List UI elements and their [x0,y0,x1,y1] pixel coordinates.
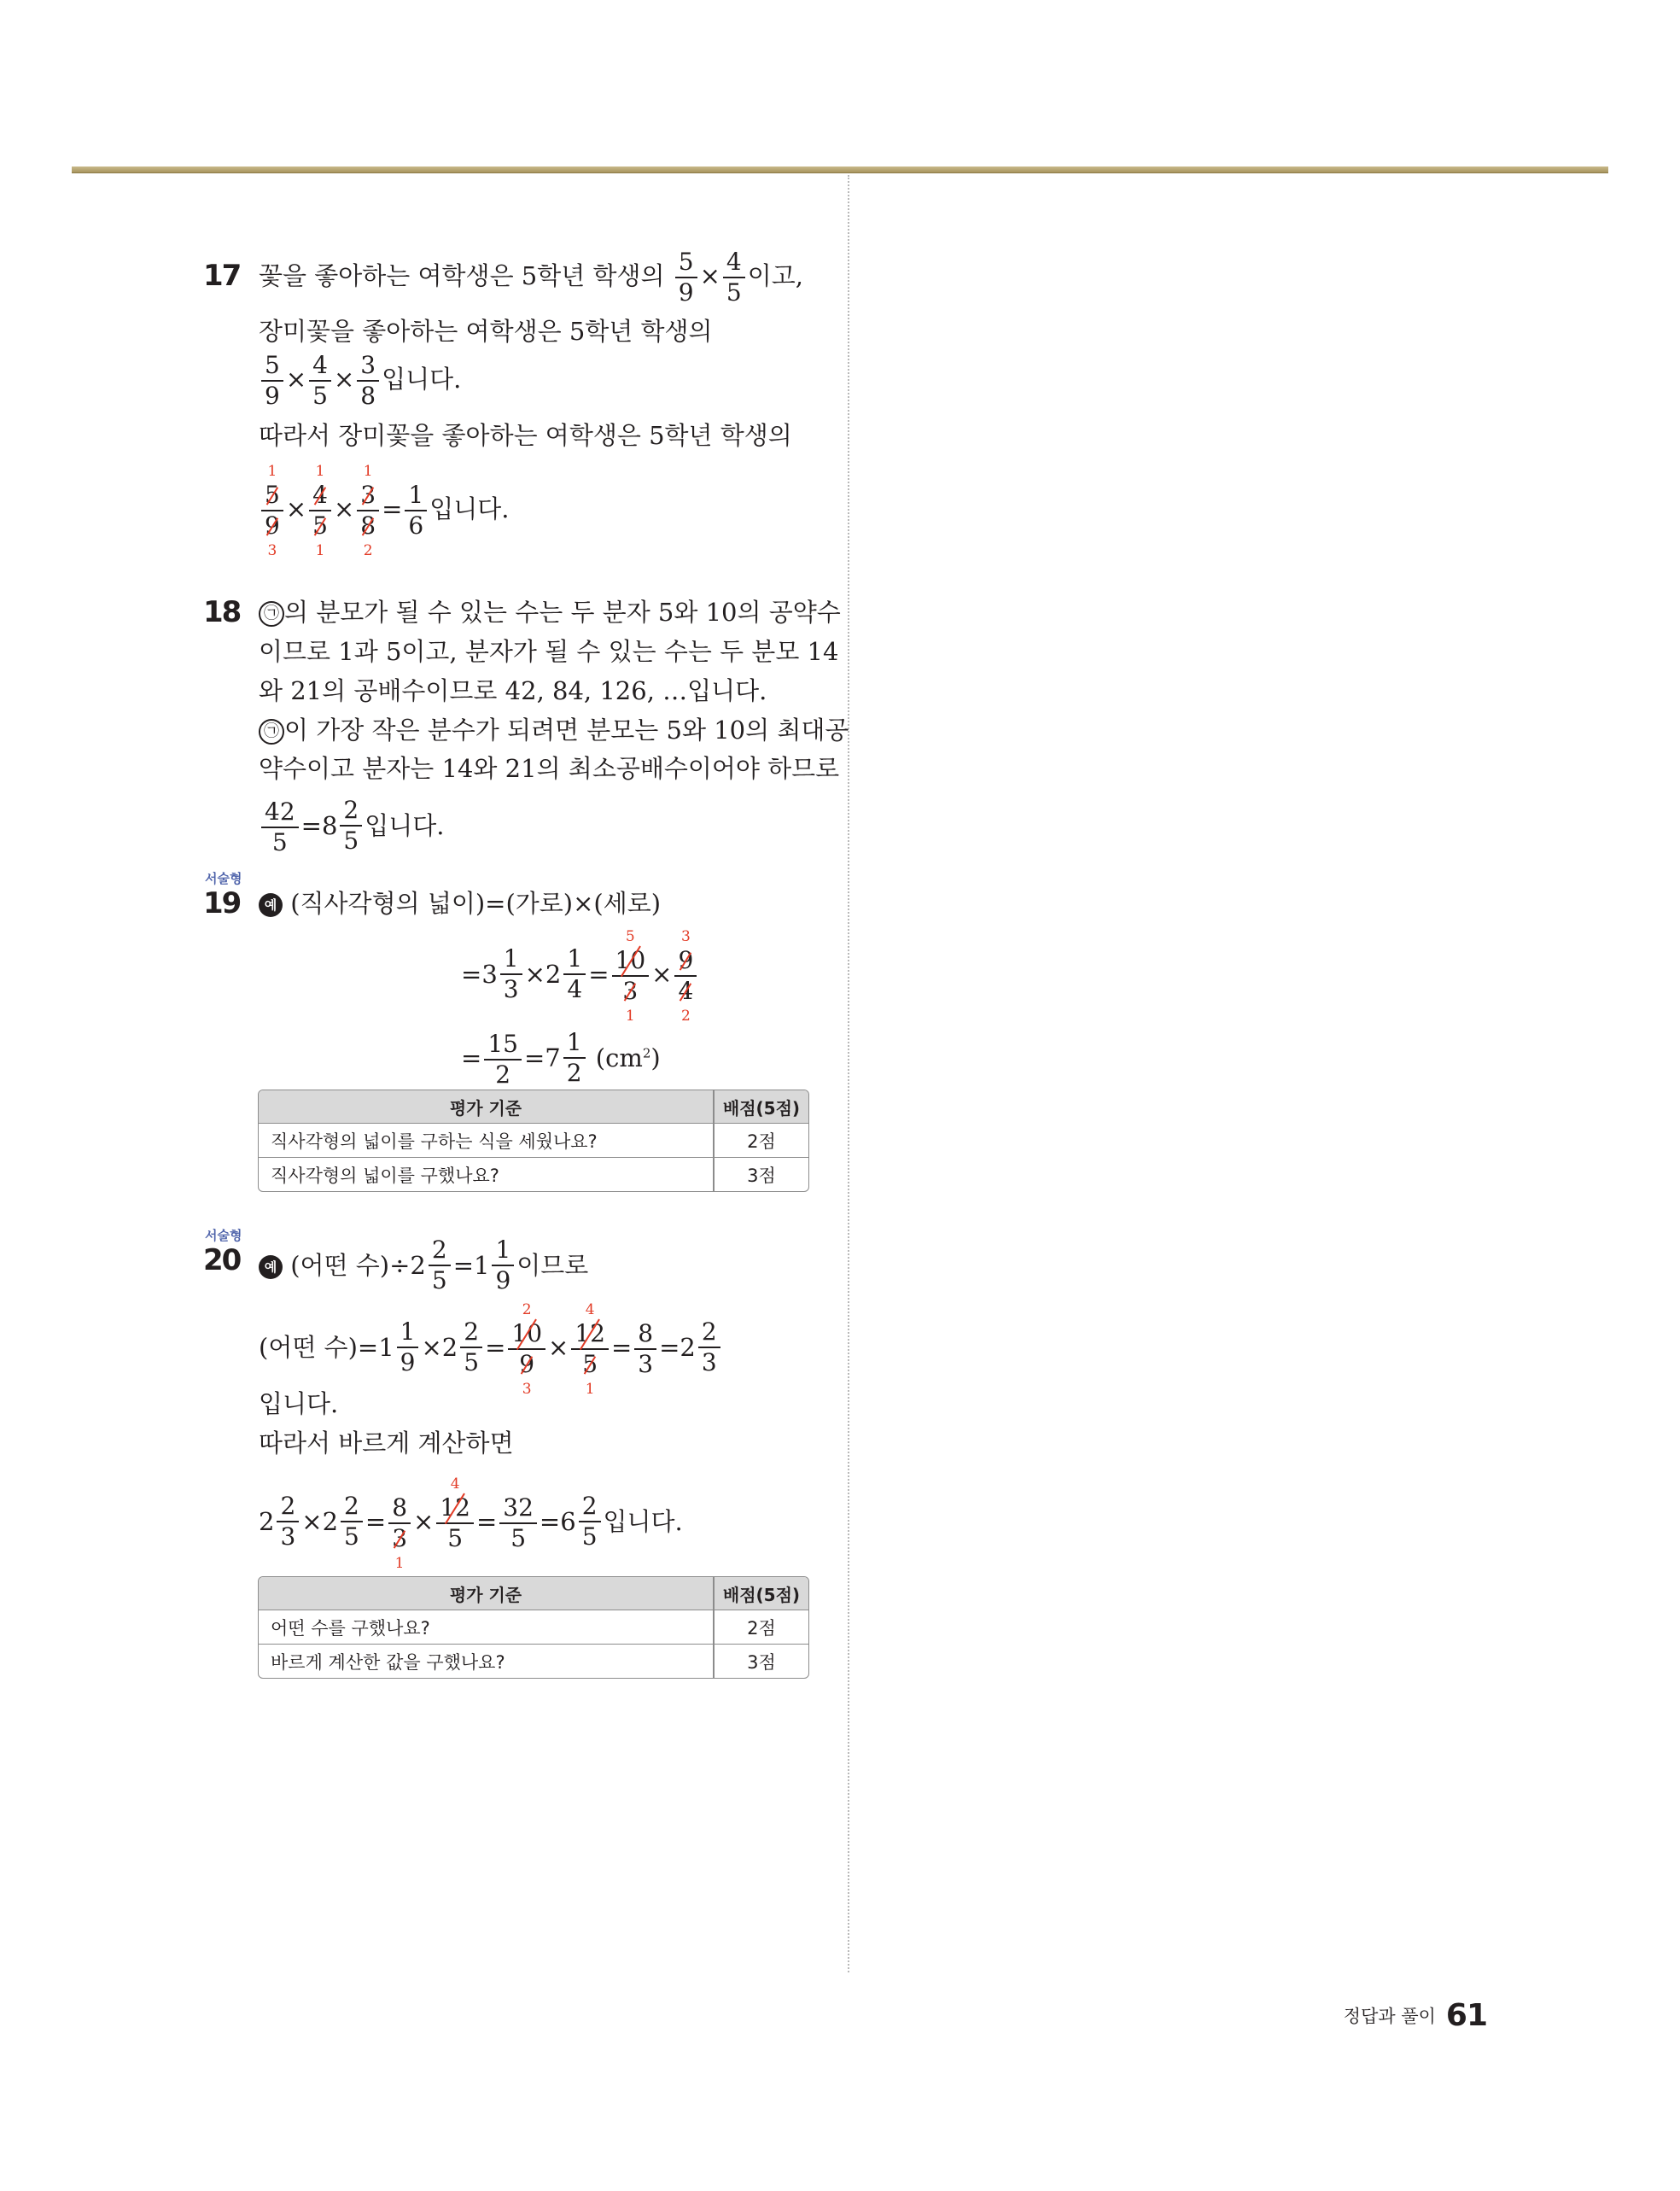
criteria-header: 평가 기준 [259,1577,713,1610]
table-row [259,1157,808,1191]
fraction: $\frac{5}{9}$ [675,250,697,305]
score-cell: 3점 [713,1644,808,1678]
question-number-19: 19 [203,886,241,920]
q18-line-6: $\frac{42}{5}$ = 8 $\frac{2}{5}$ 입니다. [259,798,445,855]
question-number-17: 17 [203,259,241,293]
q19-line-2: = 3 $\frac{1}{3}$ × 2 $\frac{1}{4}$ = 10 5 3 1 × 9 3 4 2 [461,947,699,1003]
fraction-cancelled: 5 1 9 3 [261,483,283,538]
q17-line-2: 장미꽃을 좋아하는 여학생은 5학년 학생의 [259,317,713,346]
mixed-number: 2 $\frac{2}{3}$ [680,1320,722,1375]
footer-label: 정답과 풀이 [1343,2006,1436,2027]
score-cell: 3점 [713,1157,808,1191]
fraction-cancelled: 8 3 1 [388,1496,411,1551]
criteria-cell: 직사각형의 넓이를 구했나요? [259,1157,713,1191]
mixed-number: 2 $\frac{2}{5}$ [442,1320,485,1375]
q17-line-5: 5 1 9 3 × 4 1 5 1 × 3 1 8 2 = $\frac{1}{6}$ 입니다. [259,483,510,538]
fraction: $\frac{8}{3}$ [634,1322,656,1376]
header-rule [72,167,1608,173]
table-row [259,1644,808,1678]
fraction-cancelled: 12 4 5 1 [571,1322,609,1376]
q20-line-1: 예 (어떤 수)÷ 2 $\frac{2}{5}$ = 1 $\frac{1}{9}$ 이므로 [259,1238,588,1293]
circled-giyeok: ㉠ [259,601,284,627]
q17-line-1: 꽃을 좋아하는 여학생은 5학년 학생의 $\frac{5}{9}$ × $\frac{4}{5}$ 이고, [259,248,803,307]
q17-text-3-end: 입니다. [382,365,462,394]
q19-line-3: = $\frac{15}{2}$ = 7 $\frac{1}{2}$ $(cm^2)$ [461,1028,661,1089]
q17-text-1: 꽃을 좋아하는 여학생은 5학년 학생의 [259,261,665,290]
table-row [259,1123,808,1157]
score-cell: 2점 [713,1123,808,1157]
fraction: $\frac{15}{2}$ [484,1032,522,1087]
table-row [259,1610,808,1644]
fraction: $\frac{4}{5}$ [723,250,745,305]
q17-text-5-end: 입니다. [429,494,510,523]
q17-line-4: 따라서 장미꽃을 좋아하는 여학생은 5학년 학생의 [259,421,792,450]
q20-line-4: 따라서 바르게 계산하면 [259,1429,514,1458]
criteria-cell: 직사각형의 넓이를 구하는 식을 세웠나요? [259,1123,713,1157]
criteria-table-19 [258,1090,809,1192]
example-badge: 예 [259,893,283,917]
unit: $(cm^2)$ [595,1043,661,1072]
criteria-cell: 어떤 수를 구했나요? [259,1610,713,1644]
question-number-18: 18 [203,595,241,629]
mixed-number: 7 $\frac{1}{2}$ [545,1031,587,1085]
mixed-number: 2 $\frac{2}{5}$ [323,1494,365,1549]
q20-line-3: 입니다. [259,1389,339,1418]
criteria-header: 평가 기준 [259,1090,713,1123]
fraction: $\frac{1}{6}$ [405,483,427,538]
q18-line-3: 와 21의 공배수이므로 42, 84, 126, …입니다. [259,676,767,705]
mixed-number: 1 $\frac{1}{9}$ [474,1238,516,1293]
q17-line-3: $\frac{5}{9}$ × $\frac{4}{5}$ × $\frac{3}{8}$ 입니다. [259,353,461,408]
score-header: 배점(5점) [713,1090,808,1123]
q18-line-1: ㉠ 의 분모가 될 수 있는 수는 두 분자 5와 10의 공약수 [259,595,841,629]
q18-line-5: 약수이고 분자는 14와 21의 최소공배수이어야 하므로 [259,754,840,783]
q20-line-5: 2 $\frac{2}{3}$ × 2 $\frac{2}{5}$ = 8 3 1 × 12 4 5 = $\frac{32}{5}$ = 6 $\frac{2}{5}$ 입니다. [259,1475,683,1572]
q17-text-1-end: 이고, [747,261,803,290]
circled-giyeok: ㉠ [259,719,284,745]
q20-line-2: (어떤 수)= 1 $\frac{1}{9}$ × 2 $\frac{2}{5}$ = 10 2 9 3 × 12 4 5 1 = $\frac{8}{3}$ = 2 $\frac{2}{3}$ [259,1320,723,1376]
mixed-number: 6 $\frac{2}{5}$ [560,1494,603,1549]
score-cell: 2점 [713,1610,808,1644]
mixed-number: 2 $\frac{2}{3}$ [259,1494,301,1549]
fraction-cancelled: 10 2 9 3 [508,1322,545,1376]
criteria-table-20 [258,1576,809,1679]
q18-line-2: 이므로 1과 5이고, 분자가 될 수 있는 수는 두 분모 14 [259,637,839,666]
fraction-cancelled: 4 1 5 1 [309,483,331,538]
fraction: $\frac{4}{5}$ [309,353,331,408]
mixed-number: 2 $\frac{2}{5}$ [410,1238,452,1293]
fraction-cancelled: 12 4 5 [436,1496,474,1551]
mixed-number: 1 $\frac{1}{9}$ [378,1320,421,1375]
score-header: 배점(5점) [713,1577,808,1610]
page-number: 61 [1445,1998,1487,2033]
column-divider [848,175,849,1972]
fraction: $\frac{42}{5}$ [261,800,299,855]
fraction: $\frac{3}{8}$ [357,353,379,408]
q19-line-1: 예 (직사각형의 넓이)=(가로)×(세로) [259,886,661,920]
question-number-20: 20 [203,1243,241,1277]
q18-line-4: ㉠ 이 가장 작은 분수가 되려면 분모는 5와 10의 최대공 [259,713,849,747]
mixed-number: 8 $\frac{2}{5}$ [322,798,365,853]
fraction: $\frac{5}{9}$ [261,353,283,408]
fraction-cancelled: 9 3 4 2 [674,949,697,1003]
fraction-cancelled: 3 1 8 2 [357,483,379,538]
fraction: $\frac{32}{5}$ [499,1496,537,1551]
mixed-number: 3 $\frac{1}{3}$ [481,947,524,1002]
q18-text-6-end: 입니다. [365,811,445,840]
fraction-cancelled: 10 5 3 1 [612,949,650,1003]
criteria-cell: 바르게 계산한 값을 구했나요? [259,1644,713,1678]
essay-tag: 서술형 [205,871,242,886]
page-footer [1344,1998,1487,2033]
mixed-number: 2 $\frac{1}{4}$ [545,947,588,1002]
essay-tag: 서술형 [205,1228,242,1243]
example-badge: 예 [259,1255,283,1279]
